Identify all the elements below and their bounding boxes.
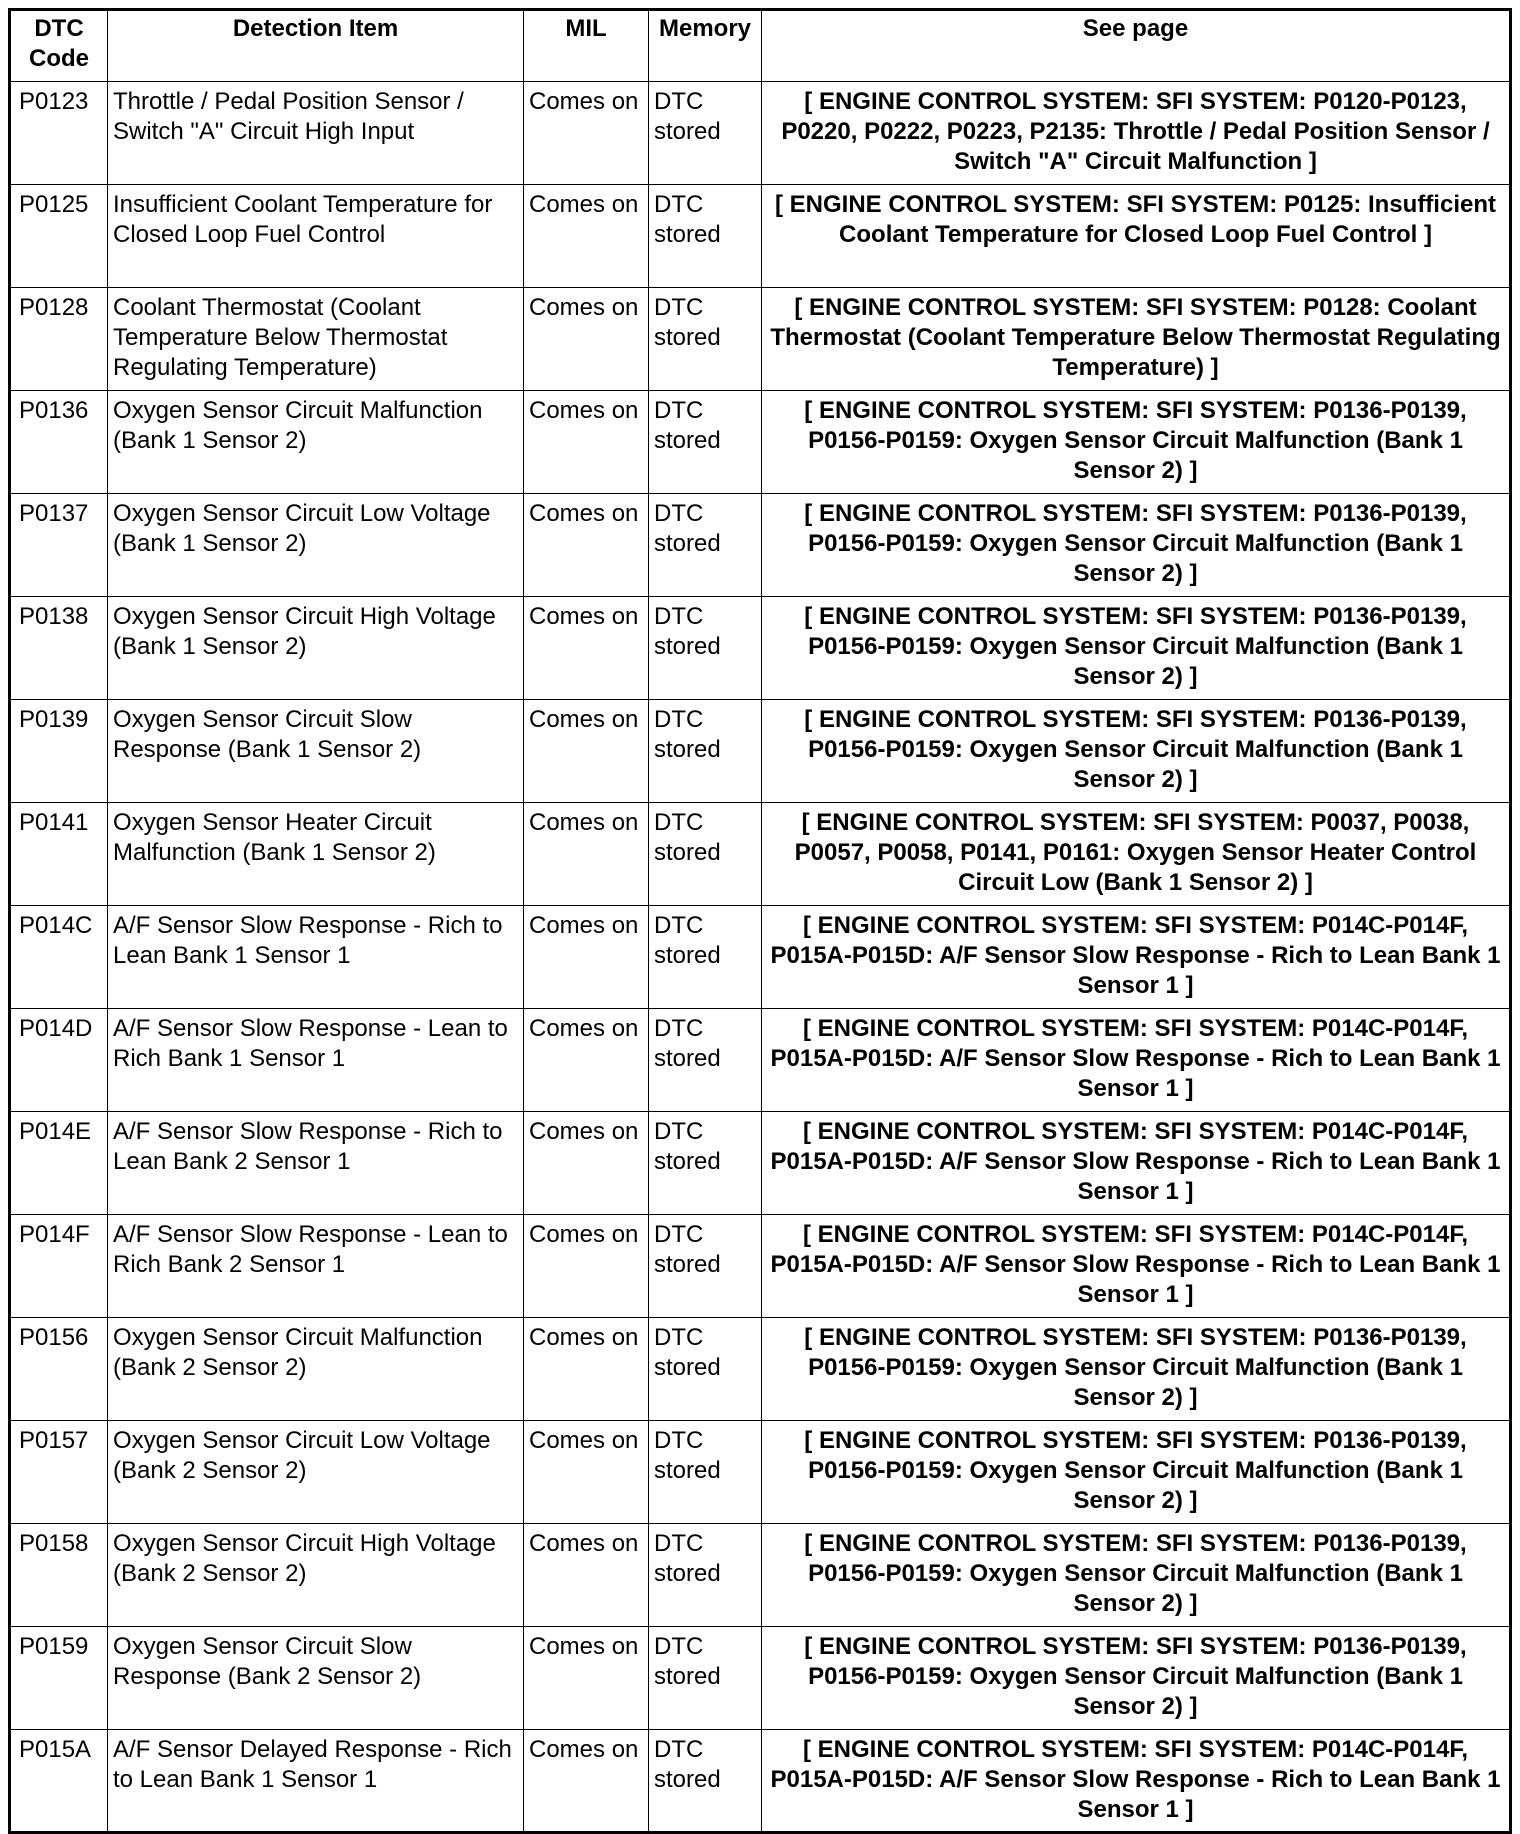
detection-item-cell: A/F Sensor Slow Response - Lean to Rich Bank 2 Sensor 1 <box>108 1215 524 1318</box>
mil-cell: Comes on <box>524 1730 649 1833</box>
mil-cell: Comes on <box>524 1524 649 1627</box>
header-row <box>10 10 1511 82</box>
table-row <box>10 185 1511 288</box>
detection-item-cell: A/F Sensor Slow Response - Rich to Lean Bank 1 Sensor 1 <box>108 906 524 1009</box>
see-page-link[interactable]: [ ENGINE CONTROL SYSTEM: SFI SYSTEM: P0136-P0139, P0156-P0159: Oxygen Sensor Circuit Malfunction (Bank 1 Sensor 2) ] <box>762 597 1511 700</box>
header-memory: Memory <box>649 10 762 82</box>
detection-item-cell: Oxygen Sensor Circuit Low Voltage (Bank 1 Sensor 2) <box>108 494 524 597</box>
memory-cell: DTC stored <box>649 82 762 185</box>
see-page-link[interactable]: [ ENGINE CONTROL SYSTEM: SFI SYSTEM: P0136-P0139, P0156-P0159: Oxygen Sensor Circuit Malfunction (Bank 1 Sensor 2) ] <box>762 494 1511 597</box>
memory-cell: DTC stored <box>649 803 762 906</box>
mil-cell: Comes on <box>524 597 649 700</box>
memory-cell: DTC stored <box>649 1421 762 1524</box>
detection-item-cell: Oxygen Sensor Heater Circuit Malfunction (Bank 1 Sensor 2) <box>108 803 524 906</box>
mil-cell: Comes on <box>524 494 649 597</box>
header-mil: MIL <box>524 10 649 82</box>
detection-item-cell: Oxygen Sensor Circuit High Voltage (Bank 1 Sensor 2) <box>108 597 524 700</box>
table-row <box>10 906 1511 1009</box>
table-row <box>10 288 1511 391</box>
memory-cell: DTC stored <box>649 391 762 494</box>
dtc-code-cell: P014E <box>10 1112 108 1215</box>
table-row <box>10 1524 1511 1627</box>
table-body <box>10 82 1511 1833</box>
dtc-code-cell: P014F <box>10 1215 108 1318</box>
dtc-code-cell: P0138 <box>10 597 108 700</box>
see-page-link[interactable]: [ ENGINE CONTROL SYSTEM: SFI SYSTEM: P0120-P0123, P0220, P0222, P0223, P2135: Throttle / Pedal Position Sensor / Switch "A" Circuit Malfunction ] <box>762 82 1511 185</box>
table-row <box>10 1215 1511 1318</box>
table-row <box>10 1421 1511 1524</box>
dtc-code-cell: P0157 <box>10 1421 108 1524</box>
table-row <box>10 597 1511 700</box>
dtc-table <box>8 8 1512 1834</box>
memory-cell: DTC stored <box>649 1627 762 1730</box>
table-row <box>10 82 1511 185</box>
see-page-link[interactable]: [ ENGINE CONTROL SYSTEM: SFI SYSTEM: P0136-P0139, P0156-P0159: Oxygen Sensor Circuit Malfunction (Bank 1 Sensor 2) ] <box>762 1421 1511 1524</box>
mil-cell: Comes on <box>524 1112 649 1215</box>
table-header <box>10 10 1511 82</box>
see-page-link[interactable]: [ ENGINE CONTROL SYSTEM: SFI SYSTEM: P0037, P0038, P0057, P0058, P0141, P0161: Oxygen Sensor Heater Control Circuit Low (Bank 1 Sensor 2) ] <box>762 803 1511 906</box>
memory-cell: DTC stored <box>649 700 762 803</box>
detection-item-cell: Throttle / Pedal Position Sensor / Switch "A" Circuit High Input <box>108 82 524 185</box>
see-page-link[interactable]: [ ENGINE CONTROL SYSTEM: SFI SYSTEM: P0136-P0139, P0156-P0159: Oxygen Sensor Circuit Malfunction (Bank 1 Sensor 2) ] <box>762 700 1511 803</box>
see-page-link[interactable]: [ ENGINE CONTROL SYSTEM: SFI SYSTEM: P014C-P014F, P015A-P015D: A/F Sensor Slow Response - Rich to Lean Bank 1 Sensor 1 ] <box>762 906 1511 1009</box>
see-page-link[interactable]: [ ENGINE CONTROL SYSTEM: SFI SYSTEM: P014C-P014F, P015A-P015D: A/F Sensor Slow Response - Rich to Lean Bank 1 Sensor 1 ] <box>762 1215 1511 1318</box>
dtc-code-cell: P0158 <box>10 1524 108 1627</box>
table-row <box>10 803 1511 906</box>
dtc-code-cell: P0139 <box>10 700 108 803</box>
mil-cell: Comes on <box>524 1318 649 1421</box>
dtc-code-cell: P0123 <box>10 82 108 185</box>
mil-cell: Comes on <box>524 803 649 906</box>
memory-cell: DTC stored <box>649 494 762 597</box>
memory-cell: DTC stored <box>649 288 762 391</box>
table-row <box>10 1730 1511 1833</box>
memory-cell: DTC stored <box>649 1730 762 1833</box>
detection-item-cell: Coolant Thermostat (Coolant Temperature Below Thermostat Regulating Temperature) <box>108 288 524 391</box>
detection-item-cell: Oxygen Sensor Circuit High Voltage (Bank 2 Sensor 2) <box>108 1524 524 1627</box>
detection-item-cell: Oxygen Sensor Circuit Slow Response (Bank 2 Sensor 2) <box>108 1627 524 1730</box>
see-page-link[interactable]: [ ENGINE CONTROL SYSTEM: SFI SYSTEM: P0136-P0139, P0156-P0159: Oxygen Sensor Circuit Malfunction (Bank 1 Sensor 2) ] <box>762 1524 1511 1627</box>
dtc-code-cell: P0136 <box>10 391 108 494</box>
see-page-link[interactable]: [ ENGINE CONTROL SYSTEM: SFI SYSTEM: P0136-P0139, P0156-P0159: Oxygen Sensor Circuit Malfunction (Bank 1 Sensor 2) ] <box>762 391 1511 494</box>
table-row <box>10 700 1511 803</box>
detection-item-cell: Oxygen Sensor Circuit Slow Response (Bank 1 Sensor 2) <box>108 700 524 803</box>
table-row <box>10 1112 1511 1215</box>
table-row <box>10 391 1511 494</box>
mil-cell: Comes on <box>524 1627 649 1730</box>
mil-cell: Comes on <box>524 82 649 185</box>
table-row <box>10 1627 1511 1730</box>
memory-cell: DTC stored <box>649 1009 762 1112</box>
mil-cell: Comes on <box>524 288 649 391</box>
detection-item-cell: A/F Sensor Delayed Response - Rich to Lean Bank 1 Sensor 1 <box>108 1730 524 1833</box>
header-dtc-code: DTC Code <box>10 10 108 82</box>
memory-cell: DTC stored <box>649 906 762 1009</box>
memory-cell: DTC stored <box>649 1215 762 1318</box>
table-row <box>10 1318 1511 1421</box>
see-page-link[interactable]: [ ENGINE CONTROL SYSTEM: SFI SYSTEM: P0136-P0139, P0156-P0159: Oxygen Sensor Circuit Malfunction (Bank 1 Sensor 2) ] <box>762 1627 1511 1730</box>
memory-cell: DTC stored <box>649 185 762 288</box>
table-row <box>10 494 1511 597</box>
detection-item-cell: Insufficient Coolant Temperature for Closed Loop Fuel Control <box>108 185 524 288</box>
mil-cell: Comes on <box>524 185 649 288</box>
dtc-code-cell: P014C <box>10 906 108 1009</box>
detection-item-cell: Oxygen Sensor Circuit Malfunction (Bank 2 Sensor 2) <box>108 1318 524 1421</box>
table-row <box>10 1009 1511 1112</box>
detection-item-cell: Oxygen Sensor Circuit Malfunction (Bank 1 Sensor 2) <box>108 391 524 494</box>
see-page-link[interactable]: [ ENGINE CONTROL SYSTEM: SFI SYSTEM: P014C-P014F, P015A-P015D: A/F Sensor Slow Response - Rich to Lean Bank 1 Sensor 1 ] <box>762 1009 1511 1112</box>
see-page-link[interactable]: [ ENGINE CONTROL SYSTEM: SFI SYSTEM: P014C-P014F, P015A-P015D: A/F Sensor Slow Response - Rich to Lean Bank 1 Sensor 1 ] <box>762 1730 1511 1833</box>
dtc-code-cell: P0137 <box>10 494 108 597</box>
see-page-link[interactable]: [ ENGINE CONTROL SYSTEM: SFI SYSTEM: P0136-P0139, P0156-P0159: Oxygen Sensor Circuit Malfunction (Bank 1 Sensor 2) ] <box>762 1318 1511 1421</box>
mil-cell: Comes on <box>524 1009 649 1112</box>
memory-cell: DTC stored <box>649 1112 762 1215</box>
memory-cell: DTC stored <box>649 1318 762 1421</box>
detection-item-cell: Oxygen Sensor Circuit Low Voltage (Bank 2 Sensor 2) <box>108 1421 524 1524</box>
detection-item-cell: A/F Sensor Slow Response - Lean to Rich Bank 1 Sensor 1 <box>108 1009 524 1112</box>
see-page-link[interactable]: [ ENGINE CONTROL SYSTEM: SFI SYSTEM: P014C-P014F, P015A-P015D: A/F Sensor Slow Response - Rich to Lean Bank 1 Sensor 1 ] <box>762 1112 1511 1215</box>
dtc-code-cell: P0159 <box>10 1627 108 1730</box>
dtc-code-cell: P0128 <box>10 288 108 391</box>
header-detection-item: Detection Item <box>108 10 524 82</box>
mil-cell: Comes on <box>524 700 649 803</box>
dtc-code-cell: P0156 <box>10 1318 108 1421</box>
mil-cell: Comes on <box>524 391 649 494</box>
detection-item-cell: A/F Sensor Slow Response - Rich to Lean Bank 2 Sensor 1 <box>108 1112 524 1215</box>
dtc-code-cell: P015A <box>10 1730 108 1833</box>
memory-cell: DTC stored <box>649 1524 762 1627</box>
see-page-link[interactable]: [ ENGINE CONTROL SYSTEM: SFI SYSTEM: P0125: Insufficient Coolant Temperature for Closed Loop Fuel Control ] <box>762 185 1511 288</box>
dtc-code-cell: P0125 <box>10 185 108 288</box>
header-see-page: See page <box>762 10 1511 82</box>
mil-cell: Comes on <box>524 1215 649 1318</box>
mil-cell: Comes on <box>524 906 649 1009</box>
dtc-code-cell: P0141 <box>10 803 108 906</box>
see-page-link[interactable]: [ ENGINE CONTROL SYSTEM: SFI SYSTEM: P0128: Coolant Thermostat (Coolant Temperature Below Thermostat Regulating Temperature) ] <box>762 288 1511 391</box>
mil-cell: Comes on <box>524 1421 649 1524</box>
memory-cell: DTC stored <box>649 597 762 700</box>
dtc-code-cell: P014D <box>10 1009 108 1112</box>
